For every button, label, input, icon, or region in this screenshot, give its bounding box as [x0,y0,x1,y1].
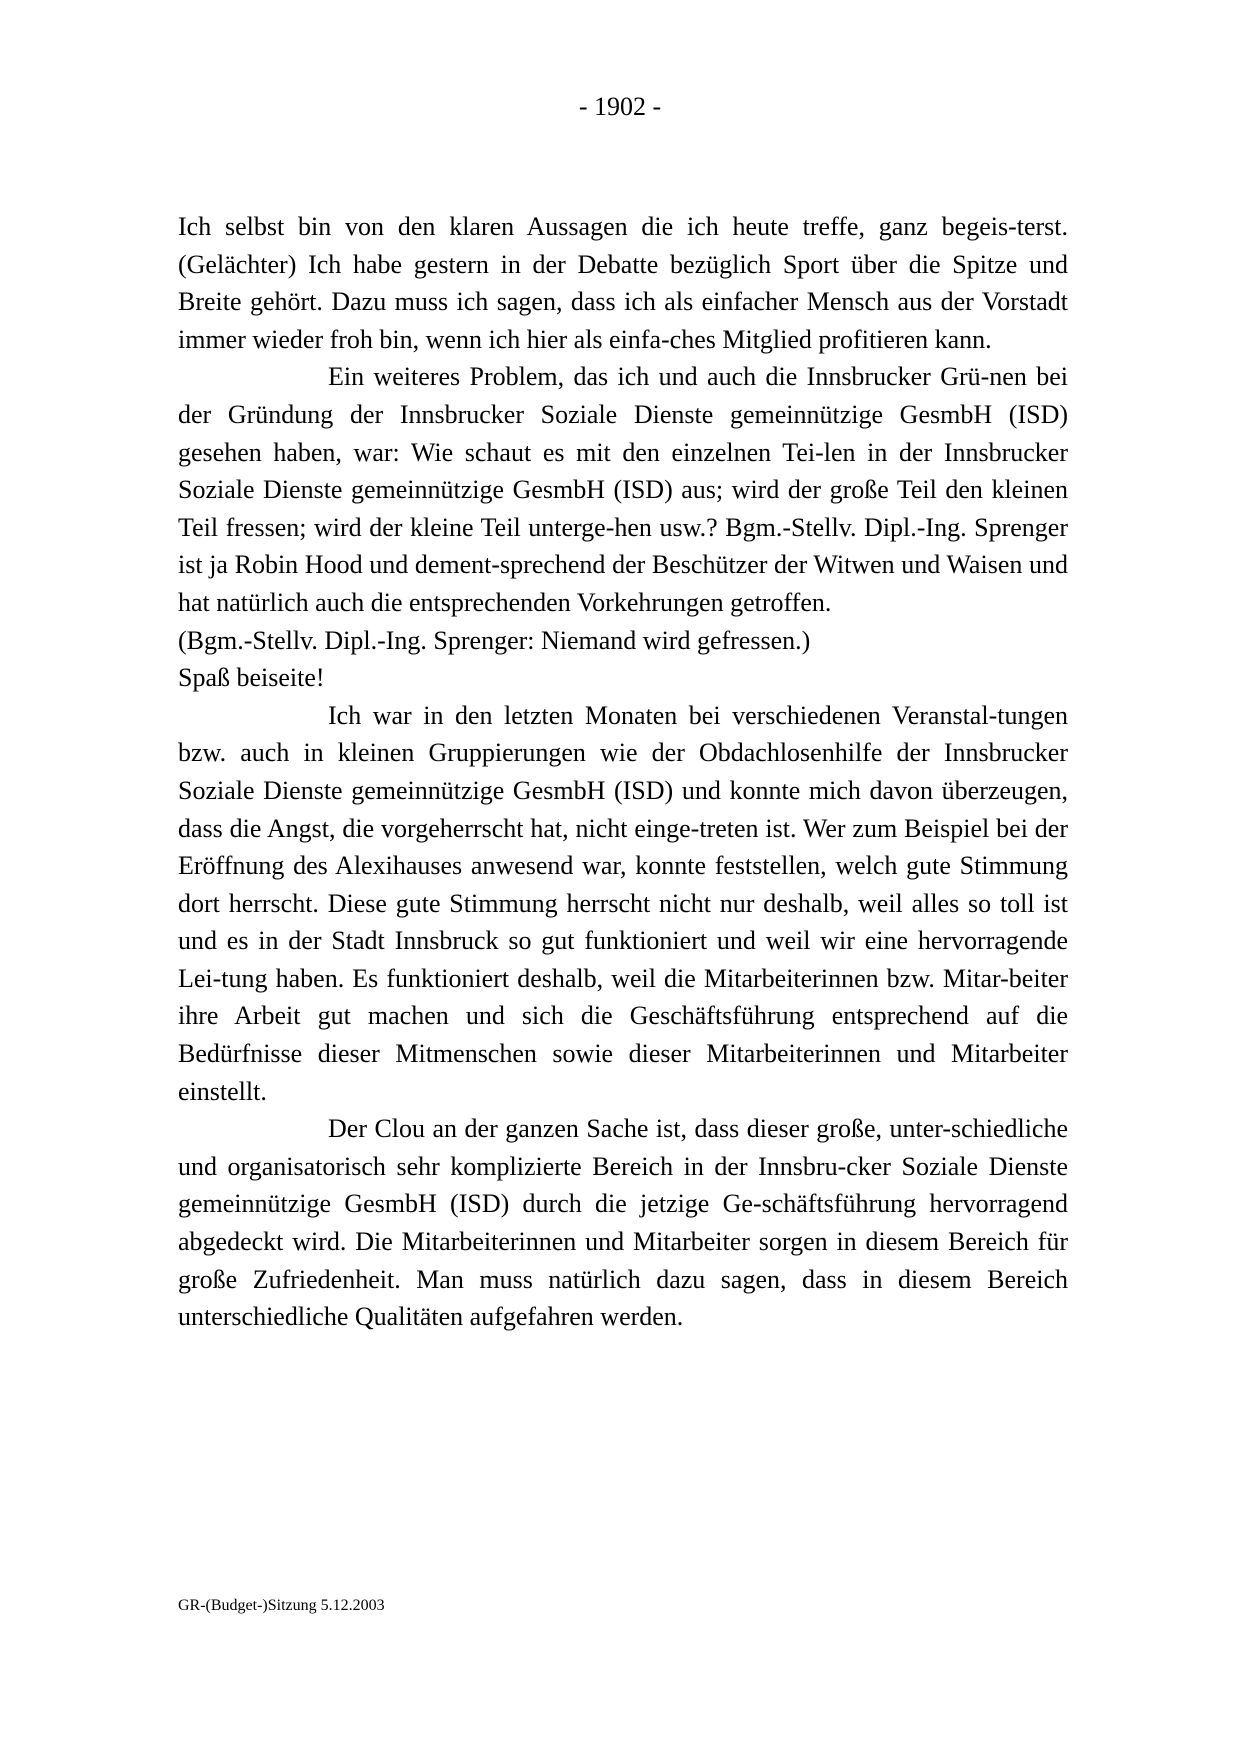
paragraph-intro: Ich selbst bin von den klaren Aussagen die ich heute treffe, ganz begeis-terst. (Gelächter) Ich habe gestern in der Debatte bezüglich Sport über die Spitze und Breite gehört. Dazu muss ich sagen, dass ich als einfacher Mensch aus der Vorstadt immer wieder froh bin, wenn ich hier als einfa-ches Mitglied profitieren kann. [178,212,1068,354]
document-body [178,208,1068,1336]
session-footer: GR-(Budget-)Sitzung 5.12.2003 [178,1597,385,1614]
interjection: (Bgm.-Stellv. Dipl.-Ing. Sprenger: Niemand wird gefressen.) [178,625,811,655]
paragraph-problem: Ein weiteres Problem, das ich und auch die Innsbrucker Grü-nen bei der Gründung der Innsbrucker Soziale Dienste gemeinnützige GesmbH (ISD) gesehen haben, war: Wie schaut es mit den einzelnen Tei-len in der Innsbrucker Soziale Dienste gemeinnützige GesmbH (ISD) aus; wird der große Teil den kleinen Teil fressen; wird der kleine Teil unterge-hen usw.? Bgm.-Stellv. Dipl.-Ing. Sprenger ist ja Robin Hood und dement-sprechend der Beschützer der Witwen und Waisen und hat natürlich auch die entsprechenden Vorkehrungen getroffen. [178,362,1068,617]
aside-remark: Spaß beiseite! [178,663,325,693]
paragraph-experience: Ich war in den letzten Monaten bei verschiedenen Veranstal-tungen bzw. auch in kleinen Gruppierungen wie der Obdachlosenhilfe der Innsbrucker Soziale Dienste gemeinnützige GesmbH (ISD) und konnte mich davon überzeugen, dass die Angst, die vorgeherrscht hat, nicht einge-treten ist. Wer zum Beispiel bei der Eröffnung des Alexihauses anwesend war, konnte feststellen, welch gute Stimmung dort herrscht. Diese gute Stimmung herrscht nicht nur deshalb, weil alles so toll ist und es in der Stadt Innsbruck so gut funktioniert und weil wir eine hervorragende Lei-tung haben. Es funktioniert deshalb, weil die Mitarbeiterinnen bzw. Mitar-beiter ihre Arbeit gut machen und sich die Geschäftsführung entsprechend auf die Bedürfnisse dieser Mitmenschen sowie dieser Mitarbeiterinnen und Mitarbeiter einstellt. [178,700,1068,1106]
page-number: - 1902 - [578,92,662,121]
paragraph-conclusion: Der Clou an der ganzen Sache ist, dass dieser große, unter-schiedliche und organisatorisch sehr komplizierte Bereich in der Innsbru-cker Soziale Dienste gemeinnützige GesmbH (ISD) durch die jetzige Ge-schäftsführung hervorragend abgedeckt wird. Die Mitarbeiterinnen und Mitarbeiter sorgen in diesem Bereich für große Zufriedenheit. Man muss natürlich dazu sagen, dass in diesem Bereich unterschiedliche Qualitäten aufgefahren werden. [178,1114,1068,1332]
